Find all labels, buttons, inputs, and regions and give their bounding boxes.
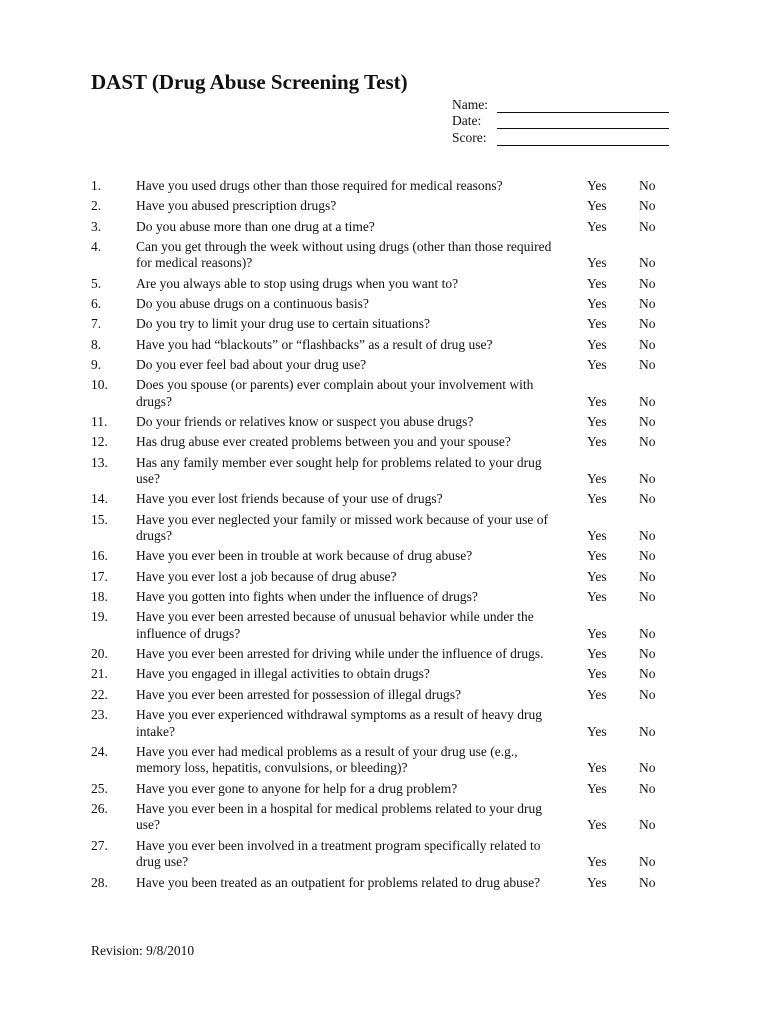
question-number: 6. <box>91 295 102 311</box>
question-number: 25. <box>91 780 108 796</box>
score-blank-line[interactable] <box>497 133 669 146</box>
question-row <box>0 414 768 431</box>
question-row <box>0 178 768 195</box>
question-row <box>0 609 768 642</box>
no-option[interactable]: No <box>639 316 656 332</box>
no-option[interactable]: No <box>639 686 656 702</box>
no-option[interactable]: No <box>639 666 656 682</box>
question-row <box>0 569 768 586</box>
question-row <box>0 548 768 565</box>
question-text: Has any family member ever sought help for problems related to your drug use? <box>136 454 542 487</box>
no-option[interactable]: No <box>639 548 656 564</box>
yes-option[interactable]: Yes <box>587 528 607 544</box>
no-option[interactable]: No <box>639 817 656 833</box>
question-number: 27. <box>91 837 108 853</box>
score-field[interactable] <box>452 129 669 146</box>
question-row <box>0 589 768 606</box>
question-number: 5. <box>91 275 102 291</box>
name-field[interactable] <box>452 96 669 113</box>
question-text: Has drug abuse ever created problems between you and your spouse? <box>136 434 511 450</box>
question-text: Do your friends or relatives know or suspect you abuse drugs? <box>136 413 474 429</box>
question-row <box>0 744 768 777</box>
question-number: 3. <box>91 218 102 234</box>
question-text: Have you ever experienced withdrawal symptoms as a result of heavy drug intake? <box>136 707 542 739</box>
question-text: Can you get through the week without using drugs (other than those required for medical reasons)? <box>136 238 552 271</box>
question-number: 9. <box>91 356 102 372</box>
no-option[interactable]: No <box>639 854 656 870</box>
question-text: Do you try to limit your drug use to certain situations? <box>136 316 430 332</box>
question-number: 28. <box>91 874 108 890</box>
question-number: 2. <box>91 198 102 214</box>
question-text: Do you abuse more than one drug at a time? <box>136 218 375 234</box>
yes-option[interactable]: Yes <box>587 295 607 311</box>
no-option[interactable]: No <box>639 471 656 487</box>
no-option[interactable]: No <box>639 295 656 311</box>
question-number: 8. <box>91 336 102 352</box>
question-row <box>0 316 768 333</box>
question-number: 24. <box>91 743 108 759</box>
question-text: Have you ever had medical problems as a result of your drug use (e.g., memory loss, hepatitis, convulsions, or bleeding)? <box>136 743 518 776</box>
question-text: Have you abused prescription drugs? <box>136 198 337 214</box>
yes-option[interactable]: Yes <box>587 666 607 682</box>
yes-option[interactable]: Yes <box>587 817 607 833</box>
question-text: Have you ever been in trouble at work because of drug abuse? <box>136 548 473 564</box>
no-option[interactable]: No <box>639 568 656 584</box>
no-option[interactable]: No <box>639 275 656 291</box>
question-row <box>0 512 768 545</box>
no-option[interactable]: No <box>639 723 656 739</box>
question-row <box>0 646 768 663</box>
question-text: Have you ever been arrested because of unusual behavior while under the influence of drugs? <box>136 609 534 641</box>
question-number: 17. <box>91 568 108 584</box>
yes-option[interactable]: Yes <box>587 218 607 234</box>
question-number: 13. <box>91 454 108 470</box>
yes-option[interactable]: Yes <box>587 316 607 332</box>
score-label: Score: <box>452 129 487 145</box>
yes-option[interactable]: Yes <box>587 255 607 271</box>
question-row <box>0 219 768 236</box>
question-row <box>0 687 768 704</box>
revision-note: Revision: 9/8/2010 <box>91 943 195 958</box>
question-number: 18. <box>91 589 108 605</box>
question-row <box>0 781 768 798</box>
question-row <box>0 296 768 313</box>
question-row <box>0 666 768 683</box>
question-text: Do you abuse drugs on a continuous basis? <box>136 295 369 311</box>
question-list <box>0 178 768 895</box>
no-option[interactable]: No <box>639 646 656 662</box>
yes-option[interactable]: Yes <box>587 760 607 776</box>
yes-option[interactable]: Yes <box>587 723 607 739</box>
yes-option[interactable]: Yes <box>587 874 607 890</box>
yes-option[interactable]: Yes <box>587 393 607 409</box>
yes-option[interactable]: Yes <box>587 413 607 429</box>
no-option[interactable]: No <box>639 874 656 890</box>
question-text: Do you ever feel bad about your drug use? <box>136 356 367 372</box>
question-row <box>0 707 768 740</box>
question-text: Have you ever been involved in a treatment program specifically related to drug use? <box>136 837 541 870</box>
no-option[interactable]: No <box>639 255 656 271</box>
no-option[interactable]: No <box>639 198 656 214</box>
question-text: Have you been treated as an outpatient for problems related to drug abuse? <box>136 874 541 890</box>
question-text: Have you ever neglected your family or missed work because of your use of drugs? <box>136 511 548 544</box>
question-number: 15. <box>91 511 108 527</box>
yes-option[interactable]: Yes <box>587 434 607 450</box>
yes-option[interactable]: Yes <box>587 589 607 605</box>
yes-option[interactable]: Yes <box>587 178 607 193</box>
no-option[interactable]: No <box>639 413 656 429</box>
question-row <box>0 276 768 293</box>
yes-option[interactable]: Yes <box>587 336 607 352</box>
question-text: Have you gotten into fights when under the influence of drugs? <box>136 589 478 605</box>
question-row <box>0 491 768 508</box>
no-option[interactable]: No <box>639 434 656 450</box>
yes-option[interactable]: Yes <box>587 471 607 487</box>
header-fields <box>452 96 669 146</box>
question-text: Have you ever lost friends because of your use of drugs? <box>136 491 443 507</box>
name-label: Name: <box>452 96 488 112</box>
question-number: 20. <box>91 646 108 662</box>
question-text: Have you used drugs other than those required for medical reasons? <box>136 178 503 193</box>
yes-option[interactable]: Yes <box>587 356 607 372</box>
page-title: DAST (Drug Abuse Screening Test) <box>91 70 408 94</box>
no-option[interactable]: No <box>639 780 656 796</box>
date-label: Date: <box>452 113 482 128</box>
question-text: Have you had “blackouts” or “flashbacks” as a result of drug use? <box>136 336 493 352</box>
question-text: Are you always able to stop using drugs when you want to? <box>136 275 459 291</box>
question-number: 22. <box>91 686 108 702</box>
question-text: Does you spouse (or parents) ever complain about your involvement with drugs? <box>136 377 534 409</box>
question-row <box>0 377 768 410</box>
no-option[interactable]: No <box>639 218 656 234</box>
question-number: 14. <box>91 491 108 507</box>
yes-option[interactable]: Yes <box>587 780 607 796</box>
yes-option[interactable]: Yes <box>587 686 607 702</box>
question-row <box>0 198 768 215</box>
yes-option[interactable]: Yes <box>587 198 607 214</box>
no-option[interactable]: No <box>639 528 656 544</box>
yes-option[interactable]: Yes <box>587 625 607 641</box>
question-number: 10. <box>91 377 108 393</box>
date-field[interactable] <box>452 113 669 130</box>
no-option[interactable]: No <box>639 589 656 605</box>
yes-option[interactable]: Yes <box>587 568 607 584</box>
question-row <box>0 875 768 892</box>
question-row <box>0 838 768 871</box>
name-blank-line[interactable] <box>497 100 669 113</box>
question-text: Have you engaged in illegal activities to obtain drugs? <box>136 666 430 682</box>
yes-option[interactable]: Yes <box>587 275 607 291</box>
question-text: Have you ever been in a hospital for medical problems related to your drug use? <box>136 800 542 833</box>
question-number: 12. <box>91 434 108 450</box>
date-blank-line[interactable] <box>497 116 669 129</box>
question-text: Have you ever been arrested for possession of illegal drugs? <box>136 686 462 702</box>
question-row <box>0 337 768 354</box>
question-number: 26. <box>91 800 108 816</box>
yes-option[interactable]: Yes <box>587 491 607 507</box>
question-row <box>0 434 768 451</box>
question-row <box>0 455 768 488</box>
question-row <box>0 801 768 834</box>
no-option[interactable]: No <box>639 625 656 641</box>
no-option[interactable]: No <box>639 356 656 372</box>
no-option[interactable]: No <box>639 491 656 507</box>
question-number: 11. <box>91 413 108 429</box>
yes-option[interactable]: Yes <box>587 854 607 870</box>
question-text: Have you ever been arrested for driving while under the influence of drugs. <box>136 646 544 662</box>
no-option[interactable]: No <box>639 178 656 193</box>
question-number: 21. <box>91 666 108 682</box>
question-number: 1. <box>91 178 102 193</box>
question-row <box>0 357 768 374</box>
question-number: 4. <box>91 238 102 254</box>
no-option[interactable]: No <box>639 336 656 352</box>
question-number: 7. <box>91 316 102 332</box>
question-number: 23. <box>91 707 108 723</box>
question-text: Have you ever gone to anyone for help for a drug problem? <box>136 780 458 796</box>
question-row <box>0 239 768 272</box>
question-number: 16. <box>91 548 108 564</box>
question-number: 19. <box>91 609 108 625</box>
question-text: Have you ever lost a job because of drug abuse? <box>136 568 397 584</box>
no-option[interactable]: No <box>639 393 656 409</box>
no-option[interactable]: No <box>639 760 656 776</box>
yes-option[interactable]: Yes <box>587 646 607 662</box>
yes-option[interactable]: Yes <box>587 548 607 564</box>
